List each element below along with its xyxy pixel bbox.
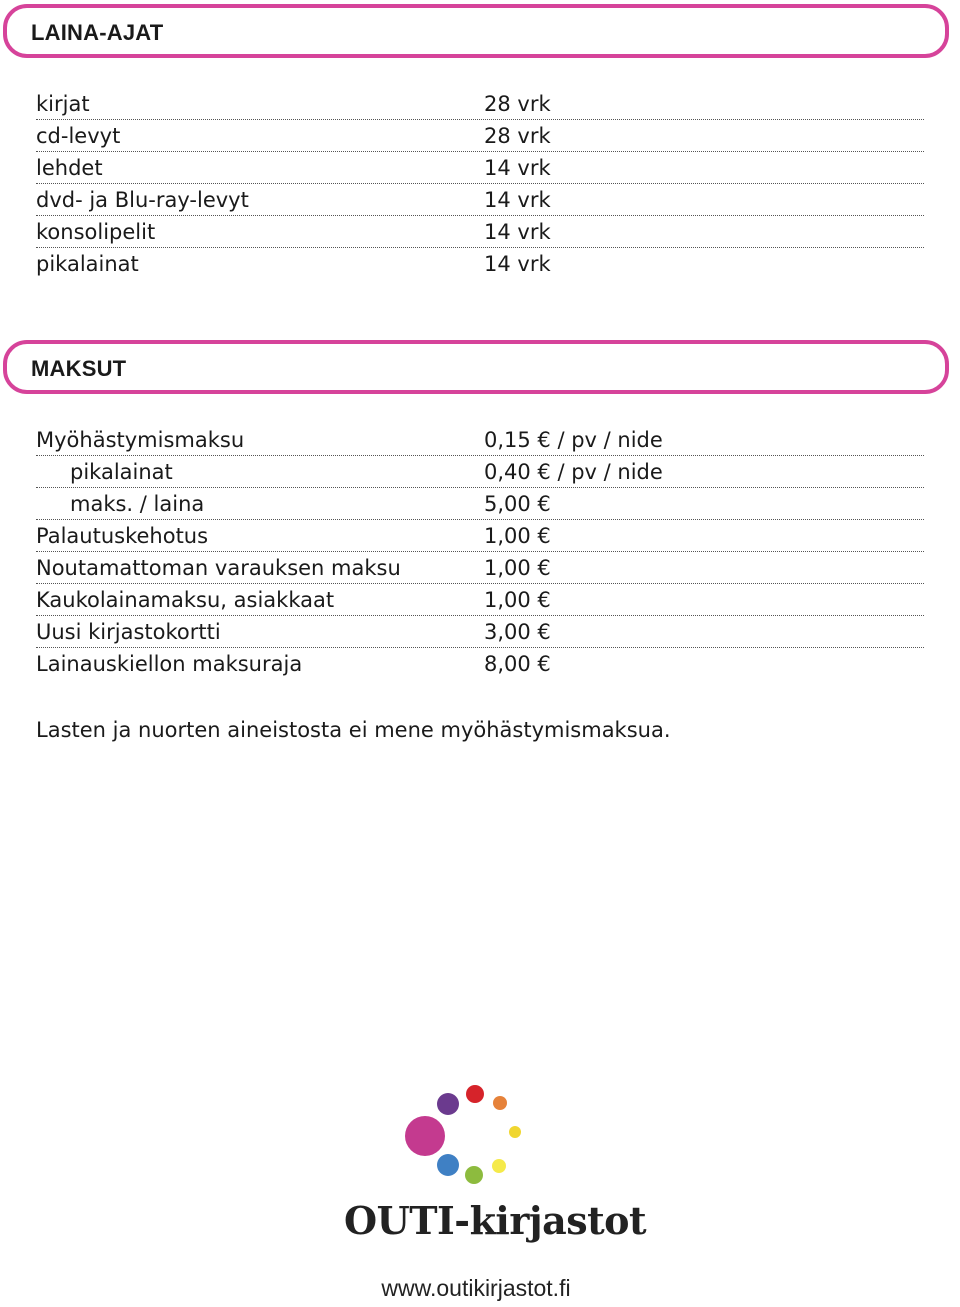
table-row [36, 520, 924, 552]
loan-periods-table [36, 88, 924, 280]
row-label: dvd- ja Blu-ray-levyt [36, 188, 249, 212]
row-value: 0,15 € / pv / nide [484, 428, 663, 452]
row-label: kirjat [36, 92, 90, 116]
row-label: lehdet [36, 156, 103, 180]
row-label: Myöhästymismaksu [36, 428, 245, 452]
fees-header [3, 340, 949, 394]
row-label: Palautuskehotus [36, 524, 209, 548]
row-label: cd-levyt [36, 124, 121, 148]
logo-dot-blue [437, 1154, 459, 1176]
row-value: 28 vrk [484, 92, 551, 116]
table-row [36, 248, 924, 280]
row-label: Kaukolainamaksu, asiakkaat [36, 588, 335, 612]
row-value: 8,00 € [484, 652, 551, 676]
row-value: 1,00 € [484, 556, 551, 580]
fees-title: MAKSUT [31, 356, 127, 381]
logo-dot-red [466, 1085, 484, 1103]
table-row [36, 552, 924, 584]
row-value: 0,40 € / pv / nide [484, 460, 663, 484]
logo-dot-green [465, 1166, 483, 1184]
row-value: 14 vrk [484, 220, 551, 244]
table-row [36, 152, 924, 184]
table-row [36, 424, 924, 456]
loan-periods-header [3, 4, 949, 58]
row-value: 3,00 € [484, 620, 551, 644]
row-value: 14 vrk [484, 188, 551, 212]
row-value: 1,00 € [484, 524, 551, 548]
row-label: Lainauskiellon maksuraja [36, 652, 303, 676]
late-fee-note: Lasten ja nuorten aineistosta ei mene myöhästymismaksua. [36, 718, 671, 742]
table-row [36, 648, 924, 680]
row-value: 14 vrk [484, 252, 551, 276]
logo-dot-purple [437, 1093, 459, 1115]
row-value: 1,00 € [484, 588, 551, 612]
table-row [36, 216, 924, 248]
table-row [36, 184, 924, 216]
loan-periods-title: LAINA-AJAT [31, 20, 164, 45]
row-label: Noutamattoman varauksen maksu [36, 556, 401, 580]
row-value: 5,00 € [484, 492, 551, 516]
logo-dot-light-yellow [492, 1159, 506, 1173]
logo-dot-yellow [509, 1126, 521, 1138]
table-row [36, 456, 924, 488]
row-label: pikalainat [36, 252, 139, 276]
row-label: maks. / laina [70, 492, 205, 516]
row-label: konsolipelit [36, 220, 156, 244]
table-row [36, 120, 924, 152]
table-row [36, 584, 924, 616]
row-label: Uusi kirjastokortti [36, 620, 221, 644]
logo-wordmark: OUTI-kirjastot [344, 1198, 647, 1243]
table-row [36, 616, 924, 648]
table-row [36, 88, 924, 120]
table-row [36, 488, 924, 520]
logo-dot-orange [493, 1096, 507, 1110]
row-label: pikalainat [70, 460, 173, 484]
website-url[interactable]: www.outikirjastot.fi [381, 1275, 571, 1301]
logo-dot-magenta [405, 1116, 445, 1156]
row-value: 28 vrk [484, 124, 551, 148]
fees-table [36, 424, 924, 680]
row-value: 14 vrk [484, 156, 551, 180]
